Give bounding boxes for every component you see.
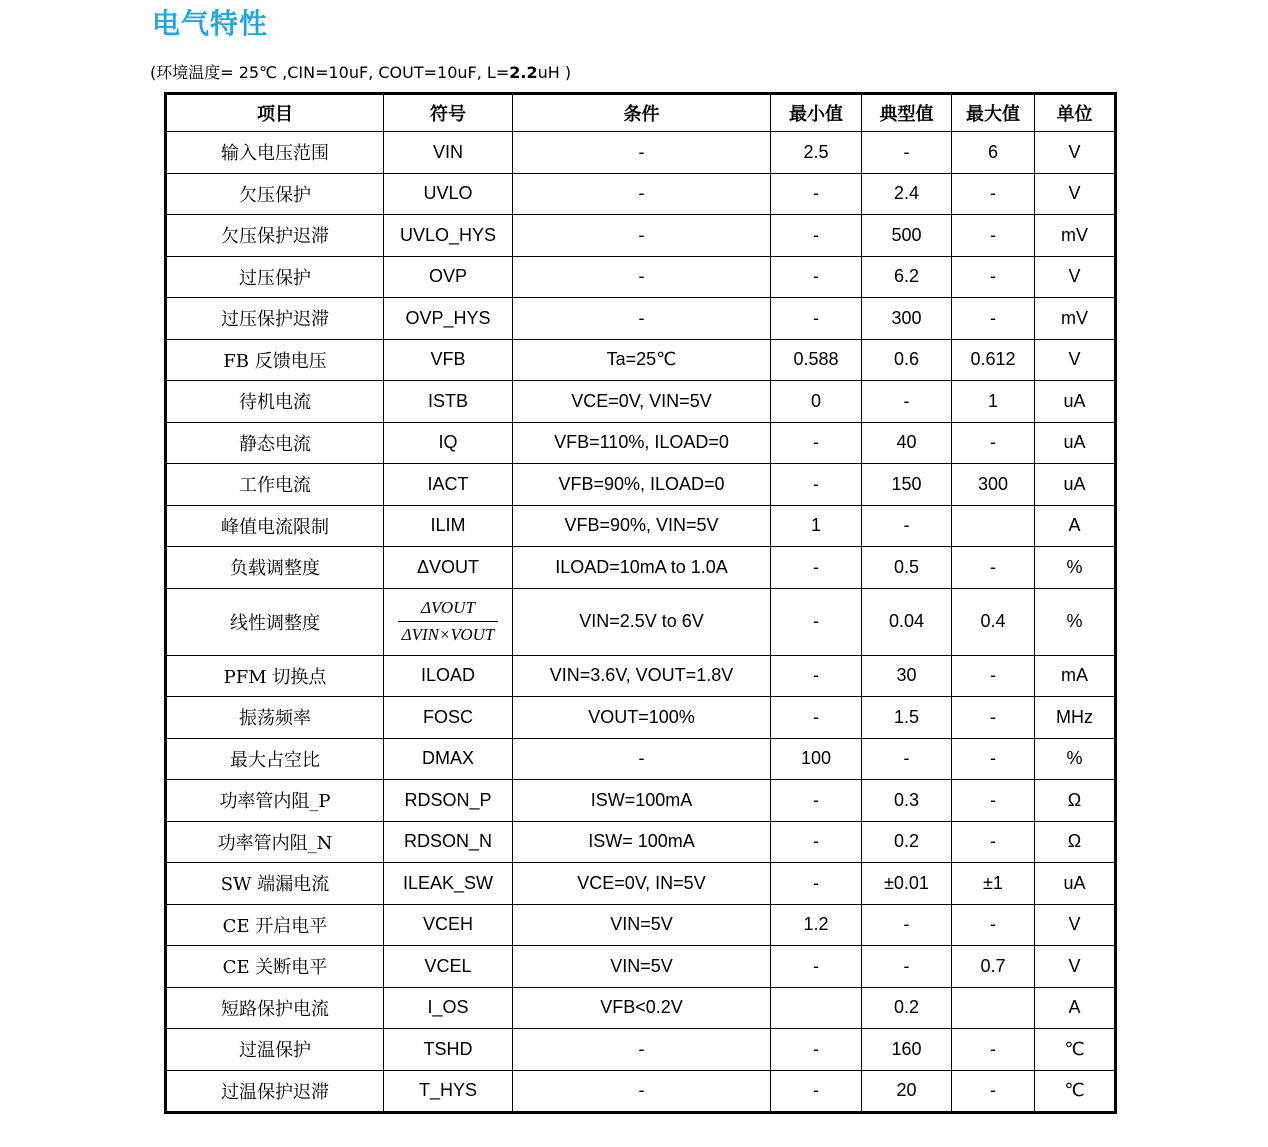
cell-condition: VFB=110%, ILOAD=0 [513,422,771,464]
cell-symbol: IACT [384,464,513,506]
cell-max: 0.7 [952,946,1035,988]
cell-min: 0 [771,381,862,423]
cell-symbol: DMAX [384,738,513,780]
table-row [166,946,1116,988]
table-row [166,547,1116,589]
cell-typ: 1.5 [862,697,952,739]
cell-unit: mV [1035,298,1116,340]
cell-item: 工作电流 [166,464,384,506]
cell-unit: % [1035,738,1116,780]
cell-min [771,987,862,1029]
cell-condition: VFB=90%, VIN=5V [513,505,771,547]
cell-symbol: TSHD [384,1029,513,1071]
cell-symbol: VIN [384,132,513,174]
cell-condition: VIN=2.5V to 6V [513,588,771,655]
cell-symbol: VFB [384,339,513,381]
cell-min: - [771,863,862,905]
cell-item: 过温保护 [166,1029,384,1071]
cell-condition: - [513,256,771,298]
cell-item: 功率管内阻_P [166,780,384,822]
cell-max: 6 [952,132,1035,174]
cell-typ: 2.4 [862,173,952,215]
cell-item: CE 关断电平 [166,946,384,988]
cell-max [952,987,1035,1029]
cell-min: - [771,821,862,863]
cell-condition: - [513,173,771,215]
fraction-numerator: ΔVOUT [398,597,499,622]
cell-unit: uA [1035,422,1116,464]
table-row [166,298,1116,340]
test-conditions [150,60,571,83]
cell-item: 振荡频率 [166,697,384,739]
cell-item: 输入电压范围 [166,132,384,174]
cell-unit: % [1035,547,1116,589]
conditions-prefix: (环境温度= 25℃ ,CIN=10uF, COUT=10uF, L= [150,63,510,82]
cell-symbol: UVLO_HYS [384,215,513,257]
cell-min: - [771,655,862,697]
fraction-denominator: ΔVIN×VOUT [401,625,495,644]
cell-symbol: ISTB [384,381,513,423]
cell-unit: V [1035,132,1116,174]
table-row [166,215,1116,257]
table-row [166,1070,1116,1113]
cell-min: - [771,588,862,655]
cell-symbol: RDSON_P [384,780,513,822]
table-row [166,780,1116,822]
cell-min: - [771,173,862,215]
cell-min: 1.2 [771,904,862,946]
cell-symbol: IQ [384,422,513,464]
cell-unit: mV [1035,215,1116,257]
cell-unit: ℃ [1035,1029,1116,1071]
cell-unit: V [1035,173,1116,215]
cell-symbol: T_HYS [384,1070,513,1113]
cell-max: - [952,215,1035,257]
table-row [166,588,1116,655]
cell-item: 功率管内阻_N [166,821,384,863]
cell-condition: - [513,1070,771,1113]
cell-typ: - [862,505,952,547]
cell-item: 线性调整度 [166,588,384,655]
header-typ: 典型值 [862,94,952,132]
table-row [166,987,1116,1029]
cell-typ: ±0.01 [862,863,952,905]
header-row [166,94,1116,132]
cell-condition: ILOAD=10mA to 1.0A [513,547,771,589]
cell-min: 0.588 [771,339,862,381]
cell-typ: - [862,132,952,174]
cell-min: - [771,215,862,257]
cell-typ: 150 [862,464,952,506]
cell-unit: MHz [1035,697,1116,739]
cell-item: 过压保护迟滞 [166,298,384,340]
cell-symbol: ΔVOUT [384,547,513,589]
cell-condition: Ta=25℃ [513,339,771,381]
cell-unit: V [1035,339,1116,381]
cell-typ: 300 [862,298,952,340]
cell-unit: V [1035,946,1116,988]
cell-min: - [771,422,862,464]
cell-item: FB 反馈电压 [166,339,384,381]
cell-condition: - [513,132,771,174]
line-regulation-fraction [398,597,499,646]
cell-unit: uA [1035,381,1116,423]
cell-condition: - [513,1029,771,1071]
cell-typ: 0.2 [862,821,952,863]
cell-condition: VFB=90%, ILOAD=0 [513,464,771,506]
cell-symbol: UVLO [384,173,513,215]
cell-symbol: OVP_HYS [384,298,513,340]
table-row [166,904,1116,946]
cell-min: 100 [771,738,862,780]
header-max: 最大值 [952,94,1035,132]
cell-min: - [771,946,862,988]
cell-min: - [771,780,862,822]
table-row [166,256,1116,298]
cell-item: CE 开启电平 [166,904,384,946]
header-min: 最小值 [771,94,862,132]
cell-symbol: VCEL [384,946,513,988]
header-condition: 条件 [513,94,771,132]
cell-unit: A [1035,505,1116,547]
cell-max: ±1 [952,863,1035,905]
table-row [166,173,1116,215]
cell-condition: - [513,738,771,780]
cell-max: - [952,697,1035,739]
table-row [166,863,1116,905]
table-row [166,655,1116,697]
cell-symbol [384,588,513,655]
cell-item: 短路保护电流 [166,987,384,1029]
table-row [166,339,1116,381]
cell-max: - [952,738,1035,780]
cell-typ: 0.2 [862,987,952,1029]
cell-condition: VCE=0V, VIN=5V [513,381,771,423]
conditions-suffix: uH ) [537,63,572,82]
header-item: 项目 [166,94,384,132]
cell-max: - [952,904,1035,946]
cell-unit: V [1035,904,1116,946]
cell-condition: VIN=3.6V, VOUT=1.8V [513,655,771,697]
cell-item: 欠压保护 [166,173,384,215]
cell-item: PFM 切换点 [166,655,384,697]
cell-min: - [771,697,862,739]
cell-condition: - [513,298,771,340]
cell-max: - [952,298,1035,340]
cell-typ: - [862,946,952,988]
cell-unit: A [1035,987,1116,1029]
cell-typ: 160 [862,1029,952,1071]
cell-max: - [952,655,1035,697]
cell-condition: VCE=0V, IN=5V [513,863,771,905]
cell-symbol: VCEH [384,904,513,946]
table-row [166,821,1116,863]
cell-max: 300 [952,464,1035,506]
cell-min: - [771,298,862,340]
cell-unit: % [1035,588,1116,655]
table-row [166,464,1116,506]
cell-item: 欠压保护迟滞 [166,215,384,257]
cell-min: - [771,1029,862,1071]
cell-typ: 0.6 [862,339,952,381]
cell-min: 1 [771,505,862,547]
cell-item: 待机电流 [166,381,384,423]
table-row [166,422,1116,464]
cell-item: SW 端漏电流 [166,863,384,905]
cell-item: 最大占空比 [166,738,384,780]
cell-max: - [952,173,1035,215]
cell-symbol: OVP [384,256,513,298]
cell-condition: ISW= 100mA [513,821,771,863]
cell-max: - [952,1029,1035,1071]
cell-min: 2.5 [771,132,862,174]
cell-condition: VFB<0.2V [513,987,771,1029]
cell-typ: 6.2 [862,256,952,298]
cell-typ: 500 [862,215,952,257]
cell-unit: uA [1035,464,1116,506]
cell-symbol: RDSON_N [384,821,513,863]
cell-max: 0.4 [952,588,1035,655]
cell-condition: ISW=100mA [513,780,771,822]
cell-max: - [952,422,1035,464]
cell-typ: 0.5 [862,547,952,589]
cell-condition: VOUT=100% [513,697,771,739]
cell-item: 过温保护迟滞 [166,1070,384,1113]
cell-symbol: ILEAK_SW [384,863,513,905]
cell-item: 峰值电流限制 [166,505,384,547]
section-title: 电气特性 [152,7,269,40]
header-unit: 单位 [1035,94,1116,132]
cell-unit: V [1035,256,1116,298]
cell-symbol: FOSC [384,697,513,739]
cell-unit: ℃ [1035,1070,1116,1113]
cell-max: 1 [952,381,1035,423]
cell-condition: VIN=5V [513,904,771,946]
cell-typ: - [862,381,952,423]
cell-symbol: ILOAD [384,655,513,697]
cell-typ: 0.04 [862,588,952,655]
cell-unit: Ω [1035,821,1116,863]
cell-unit: Ω [1035,780,1116,822]
cell-symbol: ILIM [384,505,513,547]
cell-typ: 0.3 [862,780,952,822]
cell-symbol: I_OS [384,987,513,1029]
table-row [166,697,1116,739]
cell-typ: - [862,904,952,946]
cell-typ: - [862,738,952,780]
cell-condition: - [513,215,771,257]
cell-max: - [952,256,1035,298]
table-row [166,1029,1116,1071]
cell-condition: VIN=5V [513,946,771,988]
conditions-inductance: 2.2 [509,63,538,82]
cell-max [952,505,1035,547]
cell-typ: 30 [862,655,952,697]
cell-max: - [952,1070,1035,1113]
header-symbol: 符号 [384,94,513,132]
cell-min: - [771,547,862,589]
cell-item: 负载调整度 [166,547,384,589]
cell-max: 0.612 [952,339,1035,381]
table-row [166,738,1116,780]
cell-max: - [952,780,1035,822]
cell-unit: mA [1035,655,1116,697]
table-row [166,132,1116,174]
table-row [166,505,1116,547]
cell-typ: 40 [862,422,952,464]
cell-min: - [771,256,862,298]
cell-item: 过压保护 [166,256,384,298]
cell-unit: uA [1035,863,1116,905]
cell-max: - [952,821,1035,863]
cell-min: - [771,464,862,506]
cell-min: - [771,1070,862,1113]
cell-item: 静态电流 [166,422,384,464]
electrical-characteristics-table [164,92,1117,1114]
cell-typ: 20 [862,1070,952,1113]
cell-max: - [952,547,1035,589]
table-row [166,381,1116,423]
